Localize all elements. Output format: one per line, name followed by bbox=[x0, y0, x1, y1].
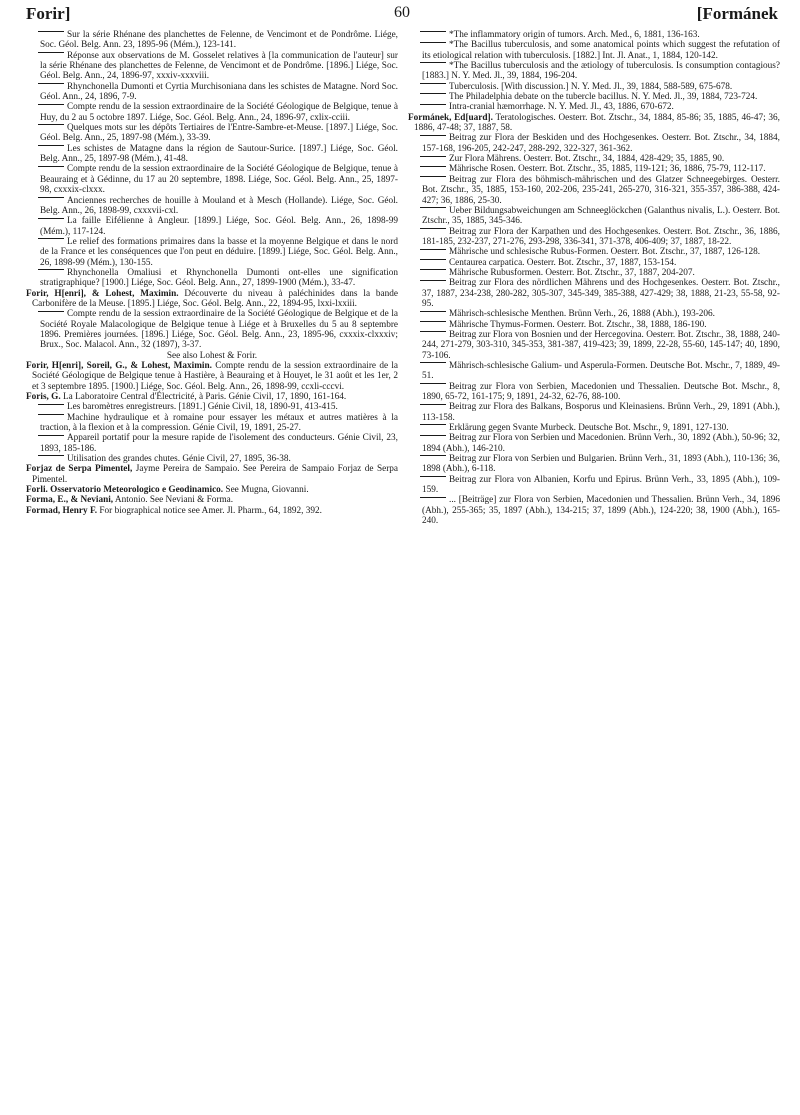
entry-text: Beitrag zur Flora des Balkans, Bosporus und Kleinasiens. Brünn Verh., 29, 1891 (Abh.), 113-158. bbox=[422, 402, 780, 423]
repeat-author-dash bbox=[420, 280, 446, 281]
entry-text: Compte rendu de la session extraordinaire de la Société Géologique de Belgique, tenue à Beauraing et à Gédinne, du 17 au 20 septembre, 1898. Liége, Soc. Géol. Belg. Ann., 25, 1897-98, cxxxix-clxxx. bbox=[40, 164, 398, 196]
entry-text: See Mugna, Giovanni. bbox=[225, 485, 309, 496]
repeat-author-dash bbox=[420, 455, 446, 456]
entry-text: Mährische Thymus-Formen. Oesterr. Bot. Ztschr., 38, 1888, 186-190. bbox=[449, 319, 707, 330]
repeat-author-dash bbox=[420, 331, 446, 332]
bibliography-entry bbox=[408, 309, 780, 319]
entry-text: *The Bacillus tuberculosis and the ætiology of tuberculosis. Is consumption contagious? [1883.] N. Y. Med. Jl., 39, 1884, 196-204. bbox=[422, 61, 780, 82]
repeat-author-dash bbox=[420, 424, 446, 425]
entry-text: Les baromètres enregistreurs. [1891.] Génie Civil, 18, 1890-91, 413-415. bbox=[67, 402, 338, 413]
repeat-author-dash bbox=[420, 62, 446, 63]
bibliography-entry bbox=[408, 92, 780, 102]
entry-text: Erklärung gegen Svante Murbeck. Deutsche Bot. Mschr., 9, 1891, 127-130. bbox=[449, 423, 729, 434]
repeat-author-dash bbox=[38, 218, 64, 219]
bibliography-entry bbox=[26, 361, 398, 392]
bibliography-entry bbox=[26, 309, 398, 350]
bibliography-entry bbox=[408, 423, 780, 433]
repeat-author-dash bbox=[420, 93, 446, 94]
repeat-author-dash bbox=[420, 42, 446, 43]
entry-text: Rhynchonella Dumonti et Cyrtia Murchisoniana dans les schistes de Matagne. Nord Soc. Géol. Ann., 24, 1896, 7-9. bbox=[40, 81, 398, 103]
entry-text: Mährische Rubusformen. Oesterr. Bot. Ztschr., 37, 1887, 204-207. bbox=[449, 267, 695, 278]
entry-text: Utilisation des grandes chutes. Génie Civil, 27, 1895, 36-38. bbox=[67, 454, 291, 465]
entry-text: See also Lohest & Forir. bbox=[166, 350, 258, 361]
entry-text: Beitrag zur Flora des nördlichen Mährens und des Hochgesenkes. Oesterr. Bot. Ztschr., 37, 1887, 234-238, 280-282, 305-307, 345-349, 385-388, 427-429; 38, 1888, 21-23, 55-58, 92-95. bbox=[422, 278, 780, 309]
entry-text: ... [Beiträge] zur Flora von Serbien, Macedonien und Thessalien. Brünn Verh., 34, 1896 (Abh.), 255-365; 35, 1897 (Abh.), 134-215; 37, 1899 (Abh.), 124-220; 38, 1900 (Abh.), 165-240. bbox=[422, 495, 780, 527]
entry-text: Rhynchonella Omaliusi et Rhynchonella Dumonti ont-elles une signification stratigraphique? [1900.] Liége, Soc. Géol. Belg. Ann., 27, 1899-1900 (Mém.), 33-47. bbox=[40, 267, 398, 289]
left-column bbox=[26, 30, 398, 516]
repeat-author-dash bbox=[38, 404, 64, 405]
entry-text: Découverte du niveau à paléchinides dans la bande Carbonifère de la Meuse. [1895.] Liége, Soc. Géol. Belg. Ann., 22, 1894-95, lxxi-lxxiii. bbox=[32, 288, 398, 309]
repeat-author-dash bbox=[38, 311, 64, 312]
bibliography-entry bbox=[26, 351, 398, 361]
repeat-author-dash bbox=[420, 104, 446, 105]
entry-text: Mährisch-schlesische Galium- und Asperula-Formen. Deutsche Bot. Mschr., 7, 1889, 49-51. bbox=[422, 361, 780, 382]
entry-text: Centaurea carpatica. Oesterr. Bot. Ztschr., 37, 1887, 153-154. bbox=[449, 257, 677, 268]
entry-text: *The inflammatory origin of tumors. Arch. Med., 6, 1881, 136-163. bbox=[449, 30, 700, 40]
entry-text: Anciennes recherches de houille à Mouland et à Mesch (Hollande). Liége, Soc. Géol. Belg. Ann., 26, 1898-99, cxxxvii-cxl. bbox=[40, 195, 398, 216]
entry-text: Compte rendu de la session extraordinaire de la Société Géologique de Belgique, tenue à Huy, du 2 au 5 octobre 1897. Liége, Soc. Géol. Belg. Ann., 24, 1896-97, cxlix-cciii. bbox=[40, 102, 398, 123]
repeat-author-dash bbox=[420, 435, 446, 436]
bibliography-entry bbox=[408, 40, 780, 61]
repeat-author-dash bbox=[420, 207, 446, 208]
entry-text: Intra-cranial hæmorrhage. N. Y. Med. Jl., 43, 1886, 670-672. bbox=[449, 102, 674, 113]
repeat-author-dash bbox=[420, 31, 446, 32]
entry-text: Beitrag zur Flora von Albanien, Korfu und Epirus. Brünn Verh., 33, 1895 (Abh.), 109-159. bbox=[422, 474, 780, 496]
repeat-author-dash bbox=[38, 104, 64, 105]
repeat-author-dash bbox=[420, 404, 446, 405]
bibliography-entry bbox=[408, 475, 780, 496]
entry-text: Tuberculosis. [With discussion.] N. Y. Med. Jl., 39, 1884, 588-589, 675-678. bbox=[449, 81, 733, 92]
repeat-author-dash bbox=[420, 321, 446, 322]
entry-text: For biographical notice see Amer. Jl. Pharm., 64, 1892, 392. bbox=[99, 505, 322, 516]
page-header bbox=[26, 2, 778, 28]
entry-text: Sur la série Rhénane des planchettes de Felenne, de Vencimont et de Pondrôme. Liége, Soc. Géol. Belg. Ann. 23, 1895-96 (Mém.), 123-141. bbox=[40, 30, 398, 51]
bibliography-entry bbox=[408, 154, 780, 164]
bibliography-entry bbox=[408, 258, 780, 268]
entry-text: Les schistes de Matagne dans la région de Sautour-Surice. [1897.] Liége, Soc. Géol. Belg. Ann., 25, 1897-98 (Mém.), 41-48. bbox=[40, 143, 398, 165]
entry-text: Mährische und schlesische Rubus-Formen. Oesterr. Bot. Ztschr., 37, 1887, 126-128. bbox=[449, 247, 761, 258]
entry-text: Le relief des formations primaires dans la basse et la moyenne Belgique et dans le nord de la France et les conséquences que l'on peut en déduire. [1899.] Liége, Soc. Géol. Belg. Ann., 26, 1898-99 (Mém.), 130-155. bbox=[40, 236, 398, 268]
entry-text: Beitrag zur Flora der Karpathen und des Hochgesenkes. Oesterr. Bot. Ztschr., 36, 1886, 181-185, 232-237, 271-276, 293-298, 336-341, 371-378, 406-409; 37, 1887, 18-22. bbox=[422, 226, 780, 247]
repeat-author-dash bbox=[38, 269, 64, 270]
repeat-author-dash bbox=[38, 145, 64, 146]
bibliography-entry bbox=[408, 402, 780, 423]
entry-text: Appareil portatif pour la mesure rapide de l'isolement des conducteurs. Génie Civil, 23, 1893, 185-186. bbox=[40, 433, 398, 454]
repeat-author-dash bbox=[38, 166, 64, 167]
repeat-author-dash bbox=[420, 249, 446, 250]
repeat-author-dash bbox=[38, 124, 64, 125]
repeat-author-dash bbox=[420, 156, 446, 157]
repeat-author-dash bbox=[38, 83, 64, 84]
bibliography-entry bbox=[408, 61, 780, 82]
repeat-author-dash bbox=[38, 52, 64, 53]
entry-author: Forma, E., & Neviani, bbox=[26, 495, 114, 506]
bibliography-entry bbox=[26, 402, 398, 412]
bibliography-entry bbox=[26, 485, 398, 495]
bibliography-entry bbox=[26, 495, 398, 505]
entry-text: La faille Eifélienne à Angleur. [1899.] Liége, Soc. Géol. Belg. Ann., 26, 1898-99 (Mém.), 117-124. bbox=[40, 216, 398, 237]
bibliography-entry bbox=[408, 164, 780, 174]
entry-text: Antonio. See Neviani & Forma. bbox=[114, 495, 234, 506]
bibliography-entry bbox=[408, 30, 780, 40]
repeat-author-dash bbox=[420, 476, 446, 477]
bibliography-entry bbox=[408, 133, 780, 154]
bibliography-entry bbox=[26, 123, 398, 144]
entry-text: Beitrag zur Flora von Serbien und Bulgarien. Brünn Verh., 31, 1893 (Abh.), 110-136; 36, 1898 (Abh.), 6-118. bbox=[422, 454, 780, 475]
bibliography-entry bbox=[408, 330, 780, 361]
repeat-author-dash bbox=[420, 269, 446, 270]
bibliography-entry bbox=[408, 361, 780, 382]
entry-text: Zur Flora Mährens. Oesterr. Bot. Ztschr., 34, 1884, 428-429; 35, 1885, 90. bbox=[449, 154, 725, 165]
entry-text: Beitrag zur Flora von Serbien und Macedonien. Brünn Verh., 30, 1892 (Abh.), 50-96; 32, 1894 (Abh.), 146-210. bbox=[422, 433, 780, 454]
entry-text: Compte rendu de la session extraordinaire de la Société Géologique de Belgique et de la Société Royale Malacologique de Belgique tenue à Liége et à Bruxelles du 5 au 8 septembre 1896. Premières journées. [1896.] Liége, Soc. Géol. Belg. Ann., 23, 1895-96, cxxxix-clxxxiv; Brux., Soc. Malacol. Ann., 32 (1897), 3-37. bbox=[40, 309, 398, 351]
page-number: 60 bbox=[394, 4, 410, 21]
repeat-author-dash bbox=[420, 166, 446, 167]
right-column bbox=[408, 30, 780, 527]
repeat-author-dash bbox=[38, 31, 64, 32]
entry-text: Compte rendu de la session extraordinaire de la Société Géologique de Belgique tenue à Hastière, à Beauraing et à Houyet, le 31 août et les 1er, 2 et 3 septembre 1895. [1900.] Liége, Soc. Géol. Belg. Ann., 26, 1898-99, ccxli-cccvi. bbox=[32, 361, 399, 392]
repeat-author-dash bbox=[38, 238, 64, 239]
entry-text: Beitrag zur Flora von Bosnien und der Hercegovina. Oesterr. Bot. Ztschr., 38, 1888, 240-244, 271-279, 303-310, 345-353, 381-387, 419-423; 39, 1899, 22-28, 55-60, 145-147; 40, 1890, 73-106. bbox=[422, 329, 780, 361]
bibliography-entry bbox=[26, 164, 398, 195]
bibliography-entry bbox=[408, 382, 780, 403]
bibliography-entry bbox=[408, 278, 780, 309]
bibliography-entry bbox=[408, 175, 780, 206]
entry-author: Forjaz de Serpa Pimentel, bbox=[26, 464, 133, 475]
entry-text: Quelques mots sur les dépôts Tertiaires de l'Entre-Sambre-et-Meuse. [1897.] Liége, Soc. Géol. Belg. Ann., 25, 1897-98 (Mém.), 33-39. bbox=[40, 123, 398, 144]
entry-text: *The Bacillus tuberculosis, and some anatomical points which suggest the refutation of its etiological relation with tuberculosis. [1882.] Int. Jl. Anat., 1, 1884, 120-142. bbox=[422, 40, 780, 61]
bibliography-entry bbox=[408, 247, 780, 257]
entry-text: Réponse aux observations de M. Gosselet relatives à [la communication de l'auteur] sur la série Rhénane des planchettes de Felenne, de Vencimont et de Pondrôme. [1896.] Liége, Soc. Géol. Belg. Ann., 24, 1896-97, xxxiv-xxxviii. bbox=[40, 50, 398, 82]
entry-text: Jayme Pereira de Sampaio. See Pereira de Sampaio Forjaz de Serpa Pimentel. bbox=[32, 464, 399, 485]
bibliography-entry bbox=[26, 51, 398, 82]
bibliography-entry bbox=[26, 216, 398, 237]
entry-author: Forir, H[enri], Soreil, G., & Lohest, Maximin. bbox=[26, 361, 212, 371]
bibliography-entry bbox=[408, 82, 780, 92]
bibliography-entry bbox=[408, 454, 780, 475]
bibliography-entry bbox=[26, 237, 398, 268]
bibliography-entry bbox=[408, 227, 780, 248]
entry-text: Teratologisches. Oesterr. Bot. Ztschr., 34, 1884, 85-86; 35, 1885, 46-47; 36, 1886, 47-48; 37, 1887, 58. bbox=[414, 112, 780, 134]
repeat-author-dash bbox=[420, 383, 446, 384]
repeat-author-dash bbox=[38, 197, 64, 198]
bibliography-entry bbox=[408, 433, 780, 454]
repeat-author-dash bbox=[420, 176, 446, 177]
repeat-author-dash bbox=[420, 311, 446, 312]
entry-text: Beitrag zur Flora von Serbien, Macedonien und Thessalien. Deutsche Bot. Mschr., 8, 1890, 65-72, 161-175; 9, 1891, 24-32, 62-76, 88-100. bbox=[422, 381, 780, 403]
bibliography-entry bbox=[26, 30, 398, 51]
bibliography-entry bbox=[408, 206, 780, 227]
bibliography-entry bbox=[408, 113, 780, 134]
bibliography-entry bbox=[26, 196, 398, 217]
bibliography-entry bbox=[408, 320, 780, 330]
entry-text: Machine hydraulique et à romaine pour essayer les métaux et autres matières à la traction, à la flexion et à la compression. Génie Civil, 19, 1891, 25-27. bbox=[40, 412, 398, 434]
bibliography-entry bbox=[26, 454, 398, 464]
entry-author: Formad, Henry F. bbox=[26, 505, 98, 516]
repeat-author-dash bbox=[420, 497, 446, 498]
bibliography-entry bbox=[408, 268, 780, 278]
repeat-author-dash bbox=[420, 135, 446, 136]
bibliography-entry bbox=[26, 102, 398, 123]
bibliography-entry bbox=[26, 144, 398, 165]
repeat-author-dash bbox=[420, 259, 446, 260]
bibliography-entry bbox=[26, 289, 398, 310]
entry-author: Forli. Osservatorio Meteorologico e Geodinamico. bbox=[26, 485, 224, 496]
bibliography-entry bbox=[26, 392, 398, 402]
repeat-author-dash bbox=[420, 228, 446, 229]
entry-text: Ueber Bildungsabweichungen am Schneeglöckchen (Galanthus nivalis, L.). Oesterr. Bot. Ztschr., 35, 1885, 345-346. bbox=[422, 205, 780, 227]
entry-text: La Laboratoire Central d'Électricité, à Paris. Génie Civil, 17, 1890, 161-164. bbox=[63, 392, 347, 403]
entry-text: The Philadelphia debate on the tubercle bacillus. N. Y. Med. Jl., 39, 1884, 723-724. bbox=[449, 92, 758, 103]
bibliography-entry bbox=[26, 268, 398, 289]
repeat-author-dash bbox=[420, 83, 446, 84]
header-left-term: Forir] bbox=[26, 4, 71, 23]
repeat-author-dash bbox=[38, 455, 64, 456]
entry-text: Mährisch-schlesische Menthen. Brünn Verh., 26, 1888 (Abh.), 193-206. bbox=[449, 309, 715, 320]
entry-author: Forir, H[enri], & Lohest, Maximin. bbox=[26, 288, 179, 299]
entry-author: Foris, G. bbox=[26, 392, 61, 403]
bibliography-entry bbox=[26, 82, 398, 103]
bibliography-entry bbox=[26, 433, 398, 454]
entry-text: Beitrag zur Flora der Beskiden und des Hochgesenkes. Oesterr. Bot. Ztschr., 34, 1884, 157-168, 196-205, 242-247, 288-292, 322-327, 361-362. bbox=[422, 133, 780, 154]
bibliography-entry bbox=[408, 102, 780, 112]
entry-text: Beitrag zur Flora des böhmisch-mährischen und des Glatzer Schneegebirges. Oesterr. Bot. Ztschr., 35, 1885, 153-160, 202-206, 235-241, 265-270, 316-321, 355-357, 386-388, 424-427; 36, 1886, 25-30. bbox=[422, 174, 780, 206]
repeat-author-dash bbox=[38, 435, 64, 436]
entry-author: Formánek, Ed[uard]. bbox=[408, 112, 493, 123]
entry-text: Mährische Rosen. Oesterr. Bot. Ztschr., 35, 1885, 119-121; 36, 1886, 75-79, 112-117. bbox=[449, 164, 766, 175]
bibliography-entry bbox=[408, 495, 780, 526]
header-right-term: [Formánek bbox=[696, 4, 778, 23]
bibliography-entry bbox=[26, 413, 398, 434]
bibliography-entry bbox=[26, 464, 398, 485]
bibliography-entry bbox=[26, 506, 398, 516]
repeat-author-dash bbox=[38, 414, 64, 415]
repeat-author-dash bbox=[420, 362, 446, 363]
